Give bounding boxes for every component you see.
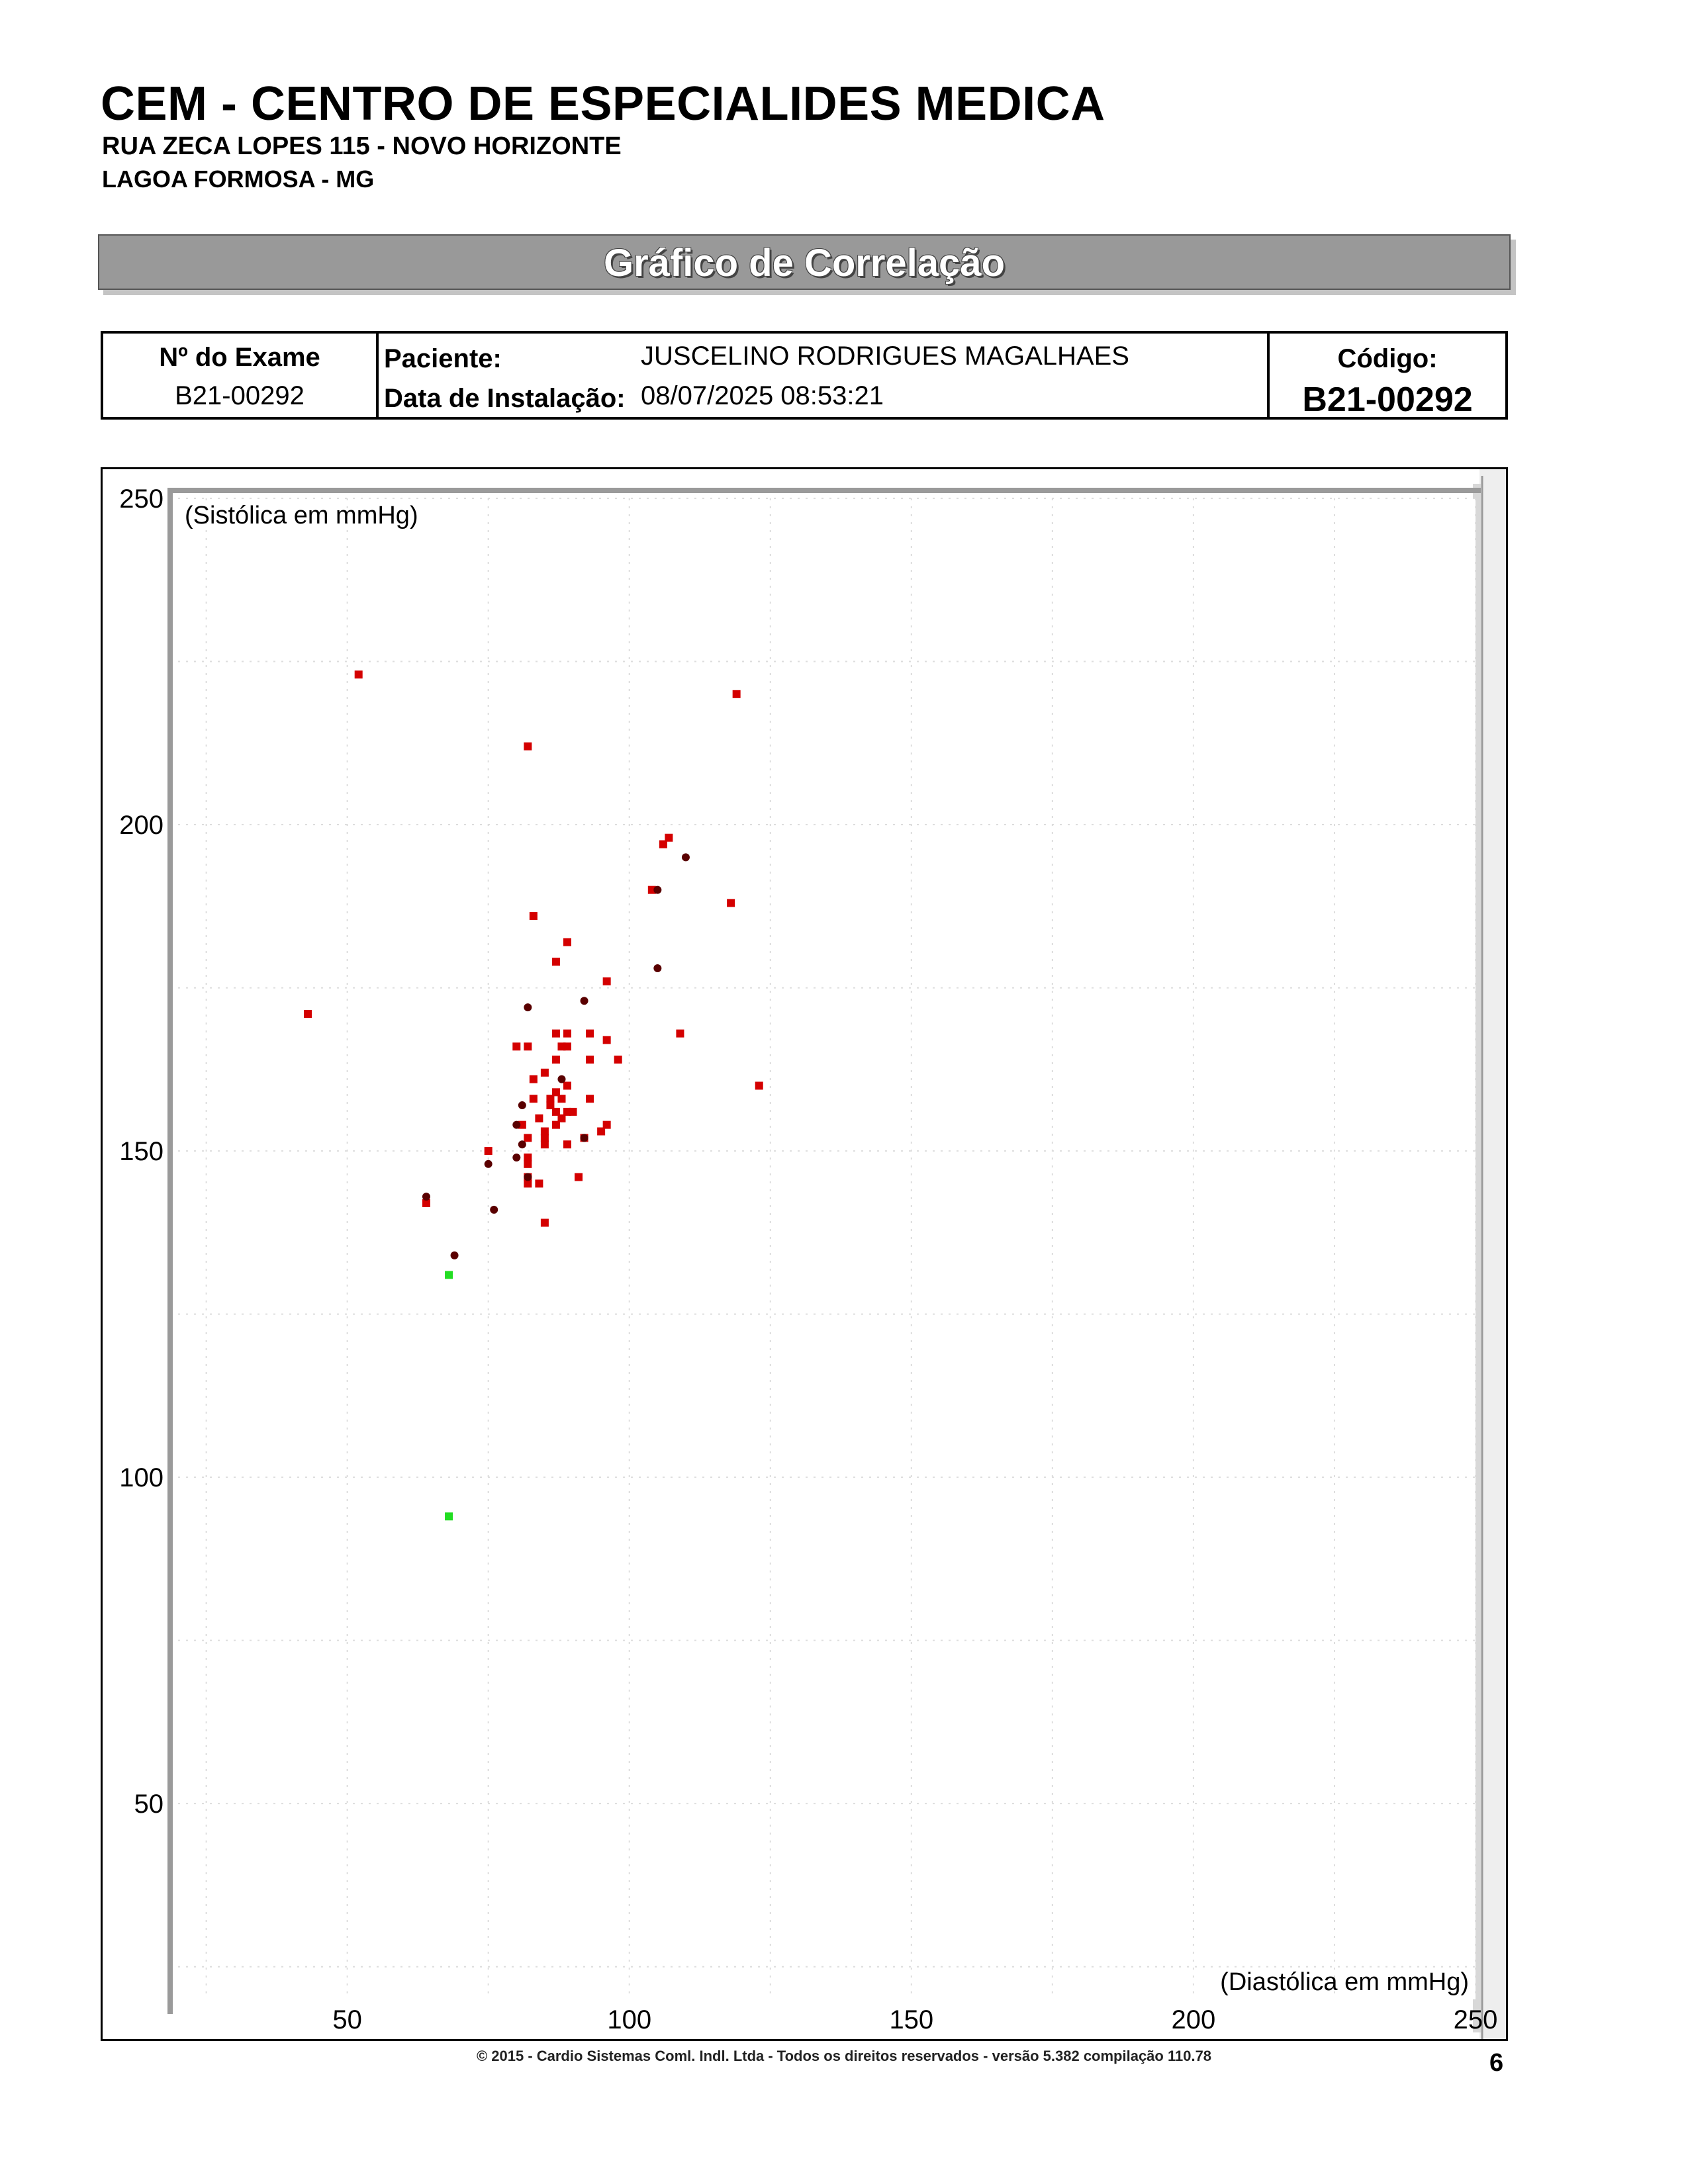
data-point-red <box>535 1179 543 1187</box>
correlation-scatter-chart <box>103 469 1506 2039</box>
data-point-red <box>355 670 363 678</box>
data-point-dark <box>512 1154 520 1161</box>
data-point-dark <box>653 886 661 894</box>
data-point-red <box>733 690 741 698</box>
data-point-dark <box>518 1140 526 1148</box>
x-tick-label: 150 <box>889 2005 934 2034</box>
data-point-red <box>552 1030 560 1038</box>
data-point-red <box>563 1042 571 1050</box>
data-point-red <box>586 1056 594 1064</box>
page-number: 6 <box>1489 2049 1504 2077</box>
data-point-red <box>755 1081 763 1089</box>
report-title: Gráfico de Correlação <box>604 242 1005 285</box>
y-tick-label: 250 <box>119 484 164 514</box>
data-point-red <box>727 899 735 907</box>
data-point-red <box>676 1030 684 1038</box>
chart-right-bevel <box>1479 469 1506 2039</box>
code-label: Código: <box>1337 344 1438 373</box>
y-tick-label: 100 <box>119 1463 164 1493</box>
data-point-red <box>563 938 571 946</box>
data-point-dark <box>581 997 588 1005</box>
data-point-red <box>586 1095 594 1103</box>
data-point-red <box>512 1042 520 1050</box>
data-point-red <box>614 1056 622 1064</box>
data-point-dark <box>557 1075 565 1083</box>
x-tick-label: 250 <box>1453 2005 1498 2034</box>
data-point-red <box>524 1160 532 1168</box>
data-point-red <box>530 912 538 920</box>
y-tick-label: 50 <box>134 1790 164 1819</box>
clinic-name: CEM - CENTRO DE ESPECIALIDES MEDICA <box>101 77 1105 130</box>
y-axis-label: (Sistólica em mmHg) <box>185 502 418 529</box>
data-point-green <box>445 1271 453 1279</box>
x-tick-label: 100 <box>607 2005 652 2034</box>
data-point-dark <box>524 1173 532 1181</box>
data-point-red <box>304 1010 312 1018</box>
patient-label: Paciente: <box>384 344 502 373</box>
data-point-red <box>524 1134 532 1142</box>
data-point-red <box>563 1030 571 1038</box>
data-point-dark <box>518 1101 526 1109</box>
exam-info-table <box>101 331 1508 420</box>
data-point-dark <box>682 853 690 861</box>
data-point-green <box>445 1512 453 1520</box>
data-point-red <box>603 978 611 985</box>
chart-top-bevel <box>167 488 1481 493</box>
data-point-red <box>569 1108 577 1116</box>
data-point-dark <box>485 1160 492 1168</box>
data-point-dark <box>422 1193 430 1201</box>
data-point-dark <box>581 1134 588 1142</box>
clinic-address-line1: RUA ZECA LOPES 115 - NOVO HORIZONTE <box>102 132 622 160</box>
chart-plot-area <box>178 498 1476 1999</box>
code-value: B21-00292 <box>1302 381 1473 419</box>
data-point-red <box>530 1075 538 1083</box>
data-point-red <box>563 1081 571 1089</box>
data-point-red <box>541 1140 549 1148</box>
patient-name: JUSCELINO RODRIGUES MAGALHAES <box>641 341 1129 371</box>
data-point-dark <box>490 1206 498 1214</box>
data-point-dark <box>524 1003 532 1011</box>
data-point-red <box>575 1173 583 1181</box>
data-point-red <box>541 1219 549 1227</box>
data-point-red <box>586 1030 594 1038</box>
exam-number-cell <box>103 334 379 417</box>
report-title-banner <box>98 234 1511 290</box>
x-tick-label: 50 <box>332 2005 362 2034</box>
data-point-red <box>524 743 532 751</box>
data-point-red <box>659 841 667 848</box>
data-point-red <box>535 1115 543 1122</box>
data-point-red <box>541 1069 549 1077</box>
data-point-red <box>552 958 560 966</box>
data-point-red <box>557 1095 565 1103</box>
data-point-red <box>597 1128 605 1136</box>
x-axis-label: (Diastólica em mmHg) <box>1220 1968 1469 1996</box>
install-date-label: Data de Instalação: <box>384 384 626 413</box>
exam-number-value: B21-00292 <box>175 381 305 410</box>
data-point-red <box>524 1042 532 1050</box>
data-point-red <box>485 1147 492 1155</box>
y-tick-label: 200 <box>119 811 164 841</box>
data-point-red <box>563 1140 571 1148</box>
exam-number-label: Nº do Exame <box>159 343 320 372</box>
data-point-dark <box>512 1121 520 1129</box>
install-date-value: 08/07/2025 08:53:21 <box>641 381 884 410</box>
data-point-red <box>603 1036 611 1044</box>
code-cell <box>1267 334 1505 417</box>
data-point-dark <box>653 964 661 972</box>
y-tick-label: 150 <box>119 1137 164 1167</box>
chart-frame <box>101 467 1508 2041</box>
data-point-red <box>552 1056 560 1064</box>
copyright-footer: © 2015 - Cardio Sistemas Coml. Indl. Ltda - Todos os direitos reservados - versão 5.382 compilação 110.78 <box>476 2048 1212 2064</box>
data-point-red <box>552 1121 560 1129</box>
chart-left-bevel <box>167 488 173 2014</box>
data-point-dark <box>451 1251 459 1259</box>
x-tick-label: 200 <box>1171 2005 1216 2034</box>
clinic-address-line2: LAGOA FORMOSA - MG <box>102 165 375 193</box>
data-point-red <box>530 1095 538 1103</box>
